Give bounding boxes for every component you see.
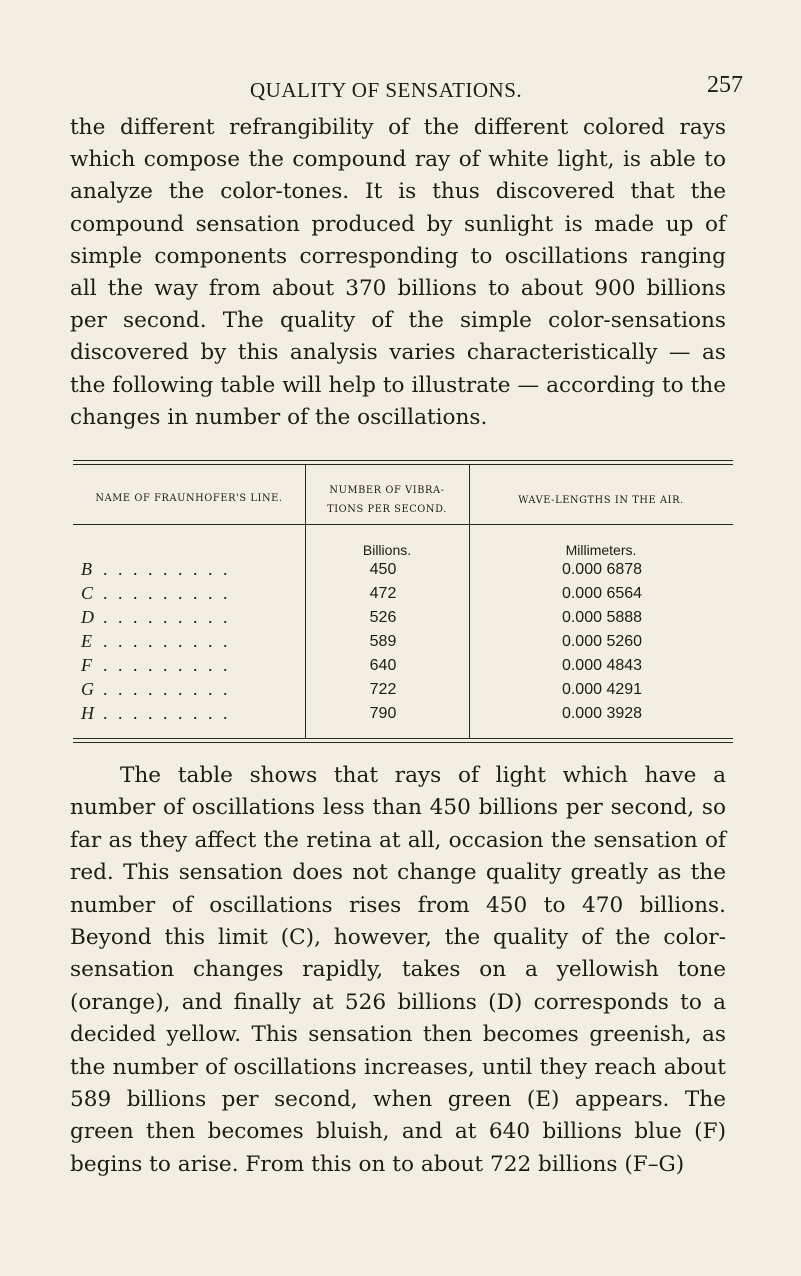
wavelength-value: 0.000 6878 [561,561,643,578]
table-row [73,583,733,607]
leader-dots: . . . . . . . . . [103,631,231,651]
table-row [73,655,733,679]
table-bottom-rule-2 [73,742,733,743]
table-top-rule [73,460,733,461]
leader-dots: . . . . . . . . . [103,655,231,675]
vibrations-value: 472 [369,585,397,602]
line-letter: H [81,703,94,723]
table-row [73,559,733,583]
line-letter: D [81,607,94,627]
line-letter: F [81,655,92,675]
line-letter: E [81,631,92,651]
header-rule [73,524,733,525]
header-wavelengths: WAVE-LENGTHS IN THE AIR. [518,495,684,506]
vibrations-value: 589 [369,633,397,650]
unit-billions: Billions. [362,542,412,558]
header-vibrations-2: TIONS PER SECOND. [327,504,447,515]
unit-millimeters: Millimeters. [565,542,637,558]
leader-dots: . . . . . . . . . [103,559,231,579]
vibrations-value: 790 [369,705,397,722]
table-row [73,631,733,655]
leader-dots: . . . . . . . . . [103,679,231,699]
paragraph-discussion: The table shows that rays of light which have a number of oscillations less than 450 billions per second, so far as they affect the retina at all, occasion the sensation of red. This sensation does not change quality greatly as the number of oscillations rises from 450 to 470 billions. Beyond this limit (C), however, the quality of the color-sensation changes rapidly, takes on a yellowish tone (orange), and finally at 526 billions (D) corresponds to a decided yellow. This sensation then becomes greenish, as the number of oscillations increases, until they reach about 589 billions per second, when green (E) appears. The green then becomes bluish, and at 640 billions blue (F) begins to arise. From this on to about 722 billions (F–G) [70,763,726,1177]
wavelength-value: 0.000 6564 [561,585,643,602]
leader-dots: . . . . . . . . . [103,607,231,627]
table-bottom-rule [73,738,733,739]
table-top-rule-2 [73,464,733,465]
line-letter: B [81,559,92,579]
paragraph-intro: the different refrangibility of the different colored rays which compose the compound ray of white light, is able to analyze the color-tones. It is thus discovered that the compound sensation produced by sunlight is made up of simple components corresponding to oscillations ranging all the way from about 370 billions to about 900 billions per second. The quality of the simple color-sensations discovered by this analysis varies characteristically — as the following table will help to illustrate — according to the changes in number of the oscillations. [70,115,726,430]
vibrations-value: 526 [369,609,397,626]
page-number: 257 [707,72,743,98]
vibrations-value: 640 [369,657,397,674]
header-vibrations-1: NUMBER OF VIBRA- [329,485,445,496]
line-letter: C [81,583,94,603]
leader-dots: . . . . . . . . . [103,703,231,723]
wavelength-value: 0.000 5260 [561,633,643,650]
wavelength-value: 0.000 4291 [561,681,643,698]
wavelength-value: 0.000 4843 [561,657,643,674]
leader-dots: . . . . . . . . . [103,583,231,603]
table-row [73,679,733,703]
wavelength-value: 0.000 3928 [561,705,643,722]
table-row [73,607,733,631]
table-row [73,703,733,727]
vibrations-value: 722 [369,681,397,698]
fraunhofer-table [73,460,733,742]
wavelength-value: 0.000 5888 [561,609,643,626]
running-head: QUALITY OF SENSATIONS. [250,78,523,102]
line-letter: G [81,679,94,699]
vibrations-value: 450 [369,561,397,578]
header-line-name: NAME OF FRAUNHOFER'S LINE. [95,493,283,504]
